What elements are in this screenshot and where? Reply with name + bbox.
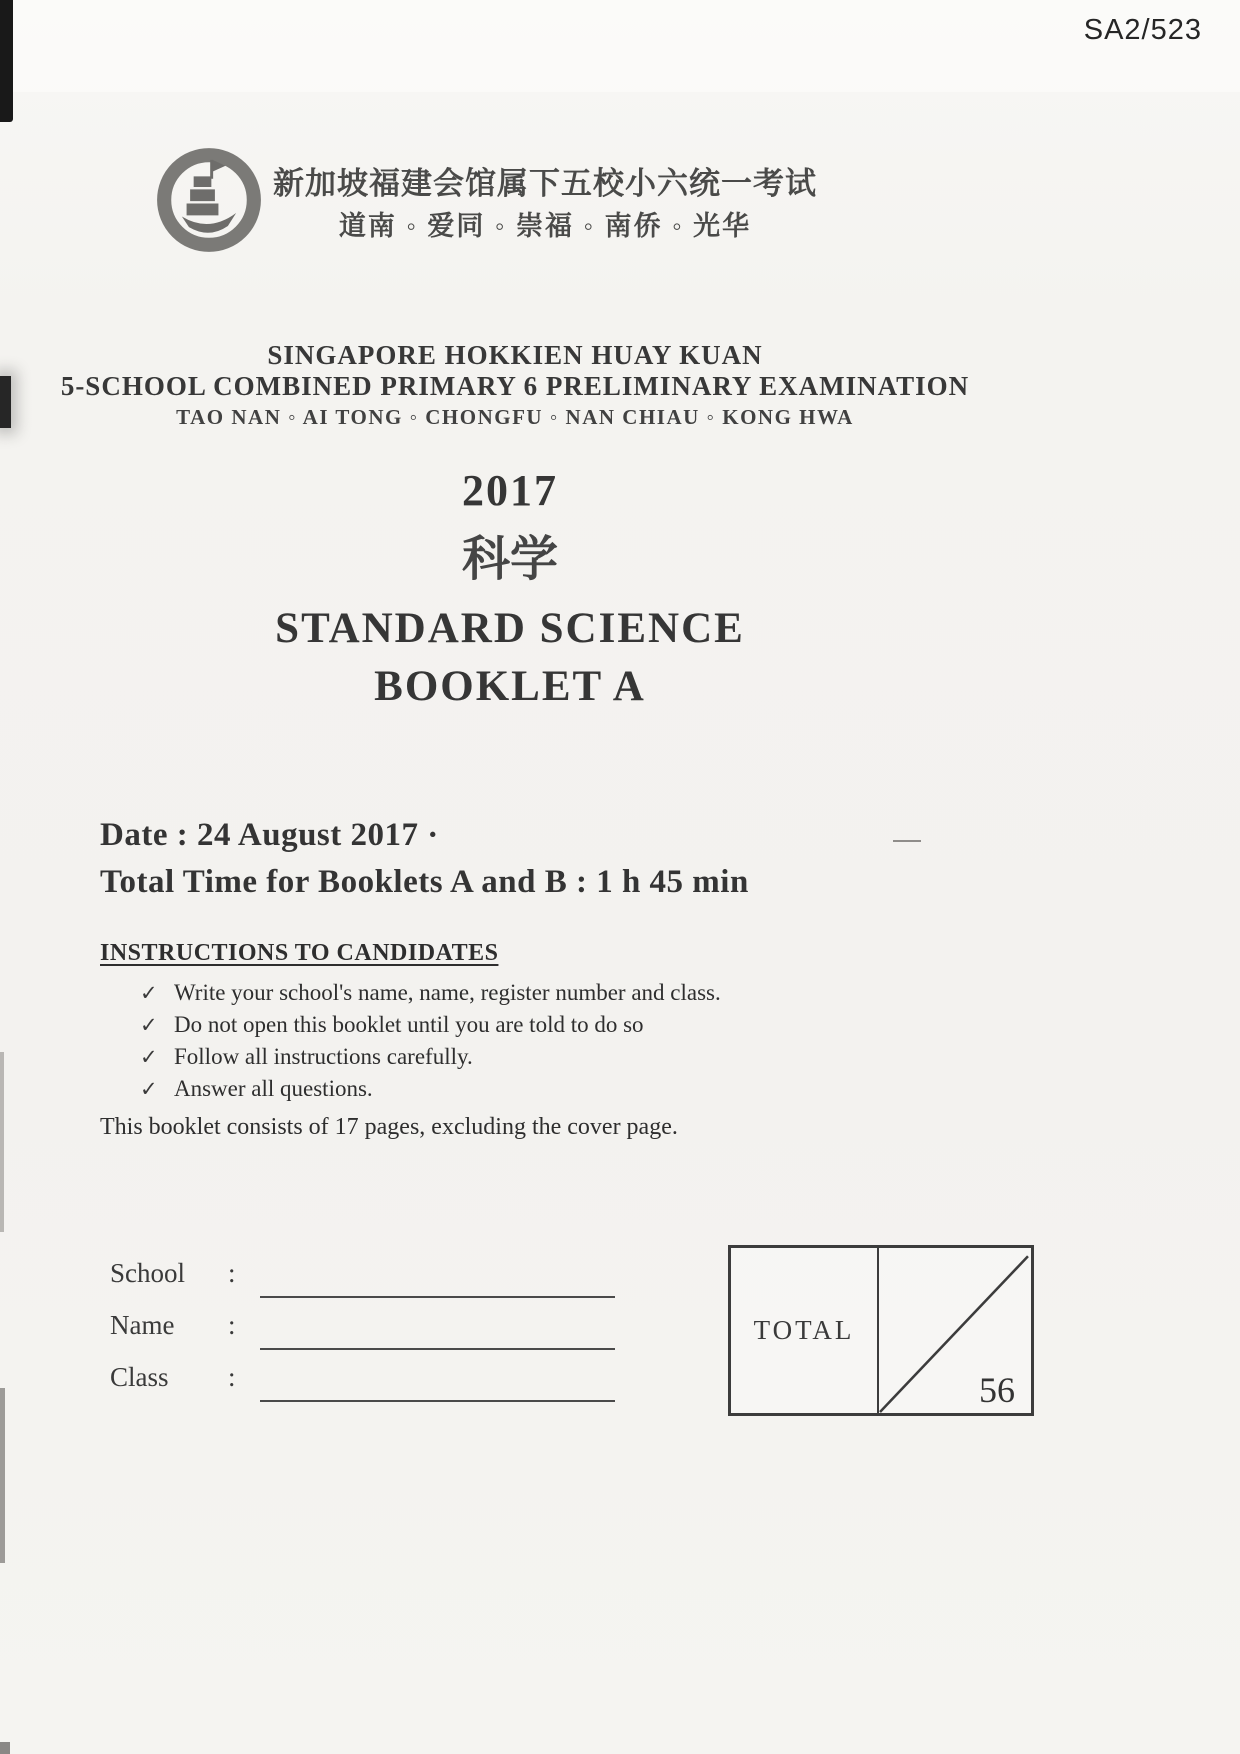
field-colon: : <box>228 1258 236 1288</box>
school-write-line <box>260 1262 615 1298</box>
organisation-name: SINGAPORE HOKKIEN HUAY KUAN <box>267 340 763 370</box>
check-icon: ✓ <box>140 1013 158 1037</box>
instruction-item <box>100 977 900 1009</box>
max-marks: 56 <box>979 1370 1015 1410</box>
subject-title: STANDARD SCIENCE <box>275 605 745 652</box>
instructions-section <box>100 940 900 1105</box>
instructions-heading: INSTRUCTIONS TO CANDIDATES <box>100 940 499 966</box>
instructions-list <box>100 977 900 1105</box>
total-score-box <box>728 1245 1034 1416</box>
check-icon: ✓ <box>140 981 158 1005</box>
chinese-exam-title: 新加坡福建会馆属下五校小六统一考试 <box>273 166 817 201</box>
school-field-label: School <box>110 1258 186 1288</box>
check-icon: ✓ <box>140 1077 158 1101</box>
field-colon: : <box>228 1310 236 1340</box>
scan-dash-artifact <box>893 840 921 842</box>
exam-year: 2017 <box>462 466 558 515</box>
chinese-school-names: 道南 ◦ 爱同 ◦ 崇福 ◦ 南侨 ◦ 光华 <box>338 211 752 241</box>
instruction-item <box>100 1041 900 1073</box>
class-field-label: Class <box>110 1362 169 1392</box>
total-label: TOTAL <box>753 1315 855 1345</box>
booklet-pages-note: This booklet consists of 17 pages, excluding the cover page. <box>100 1114 678 1140</box>
instruction-text: Answer all questions. <box>174 1076 373 1101</box>
exam-duration: Total Time for Booklets A and B : 1 h 45 min <box>100 864 749 900</box>
scan-edge-artifact <box>0 1742 10 1754</box>
school-names: TAO NAN ◦ AI TONG ◦ CHONGFU ◦ NAN CHIAU ◦ KONG HWA <box>176 405 854 429</box>
subject-chinese: 科学 <box>461 533 558 586</box>
instruction-text: Follow all instructions carefully. <box>174 1044 473 1069</box>
name-field-label: Name <box>110 1310 175 1340</box>
exam-date: Date : 24 August 2017 · <box>100 817 439 853</box>
scan-edge-artifact <box>0 1052 4 1232</box>
title-block <box>0 462 1020 716</box>
scan-edge-artifact <box>0 0 13 122</box>
instruction-item <box>100 1073 900 1105</box>
chinese-header <box>225 162 865 246</box>
scan-light-band <box>0 0 1240 92</box>
field-colon: : <box>228 1362 236 1392</box>
exam-details <box>100 812 749 906</box>
instruction-item <box>100 1009 900 1041</box>
class-write-line <box>260 1366 615 1402</box>
document-code: SA2/523 <box>1083 14 1202 46</box>
total-score-entry-cell <box>879 1248 1031 1413</box>
candidate-fields <box>110 1258 615 1414</box>
check-icon: ✓ <box>140 1045 158 1069</box>
booklet-title: BOOKLET A <box>374 663 646 710</box>
scan-edge-artifact <box>0 1388 5 1563</box>
class-field <box>110 1362 615 1400</box>
instruction-text: Write your school's name, name, register number and class. <box>174 980 721 1005</box>
total-score-label-cell <box>731 1248 879 1413</box>
instruction-text: Do not open this booklet until you are told to do so <box>174 1012 644 1037</box>
organisation-header <box>0 340 1030 432</box>
school-field <box>110 1258 615 1296</box>
examination-name: 5-SCHOOL COMBINED PRIMARY 6 PRELIMINARY EXAMINATION <box>60 371 970 401</box>
name-write-line <box>260 1314 615 1350</box>
name-field <box>110 1310 615 1348</box>
